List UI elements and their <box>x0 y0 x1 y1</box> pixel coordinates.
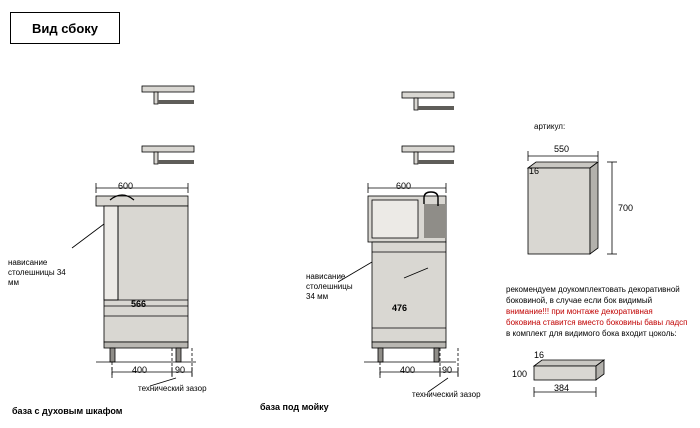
panel-dim-550-text: 550 <box>554 144 570 154</box>
left-countertop-profile-bottom <box>142 146 194 164</box>
mid-plinth <box>372 342 446 348</box>
mid-leg <box>378 348 383 362</box>
mid-sink-dark <box>424 204 446 238</box>
mid-dim-600-text: 600 <box>396 181 412 191</box>
mid-gap-label: технический зазор <box>412 390 481 399</box>
plinth-dim-16-text: 16 <box>534 350 545 360</box>
plinth-top-face <box>534 360 604 366</box>
plinth-front-face <box>534 366 596 380</box>
panel-front-face <box>528 168 590 254</box>
left-countertop <box>96 196 188 206</box>
left-leg <box>176 348 181 362</box>
plinth-dim-100-text: 100 <box>512 369 528 379</box>
mid-cabinet-body <box>372 242 446 342</box>
mid-leg <box>434 348 439 362</box>
left-overhang-label: нависание столешницы 34 мм <box>8 258 66 287</box>
left-dim-600 <box>96 183 188 193</box>
left-caption: база с духовым шкафом <box>12 406 123 416</box>
left-countertop-profile-top <box>142 86 194 104</box>
mid-overhang-label: нависание столешницы 34 мм <box>306 272 353 301</box>
left-plinth <box>104 342 188 348</box>
left-overhang-leader <box>72 224 104 248</box>
mid-countertop-profile-bottom <box>402 146 454 164</box>
mid-dim-476-text: 476 <box>392 303 408 313</box>
mid-countertop-profile-top <box>402 92 454 110</box>
mid-dim-90-text: 90 <box>442 365 453 375</box>
page-title: Вид сбоку <box>10 12 120 44</box>
article-label: артикул: <box>534 122 566 131</box>
panel-dim-700 <box>607 162 617 254</box>
left-oven-side <box>104 206 118 300</box>
left-gap-label: технический зазор <box>138 384 207 393</box>
left-dim-90-text: 90 <box>175 365 186 375</box>
panel-note: рекомендуем доукомплектовать декоративной боковиной, в случае если бок видимый внимание!!! при монтаже декоративная боковина ставится вместо боковины бавы ладсп в комплект для видимого бока входит цоколь: <box>506 285 688 338</box>
left-leg <box>110 348 115 362</box>
plinth-dim-384-text: 384 <box>554 383 570 393</box>
mid-caption: база под мойку <box>260 402 329 412</box>
left-dim-566-text: 566 <box>131 299 147 309</box>
panel-dim-700-text: 700 <box>618 203 634 213</box>
panel-side-face <box>590 162 598 254</box>
mid-dim-400-text: 400 <box>400 365 416 375</box>
mid-sink-bowl <box>372 200 418 238</box>
panel-dim-16-text: 16 <box>529 166 540 176</box>
left-dim-400-text: 400 <box>132 365 148 375</box>
left-dim-600-text: 600 <box>118 181 134 191</box>
